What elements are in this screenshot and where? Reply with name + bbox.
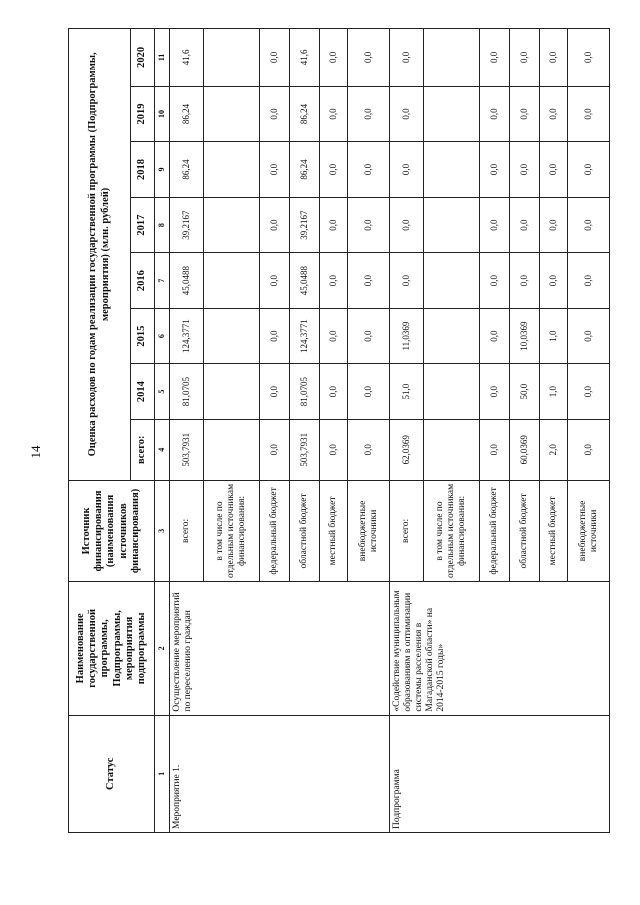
year-value-cell: 81,0705 [290,364,320,420]
year-value-cell: 39,2167 [170,197,204,253]
year-value-cell: 124,3771 [290,308,320,364]
year-value-cell: 1,0 [540,364,568,420]
funding-source-cell: всего: [390,480,424,581]
year-value-cell: 0,0 [260,86,290,142]
header-source: Источник финансирования (наименования источников финансирования) [69,480,155,581]
header-year: 2020 [131,29,155,87]
year-value-cell: 0,0 [510,197,540,253]
year-value-cell: 0,0 [390,253,424,309]
funding-source-cell: в том числе по отдельным источникам финансирования: [424,480,480,581]
year-value-cell: 0,0 [390,197,424,253]
year-value-cell: 0,0 [320,197,348,253]
column-number: 4 [155,419,170,480]
year-value-cell: 86,24 [170,86,204,142]
column-number: 8 [155,197,170,253]
header-year: 2019 [131,86,155,142]
year-value-cell: 0,0 [260,308,290,364]
column-number: 5 [155,364,170,420]
year-value-cell: 0,0 [480,29,510,87]
table-body [170,29,610,833]
year-value-cell: 0,0 [510,253,540,309]
header-year: 2015 [131,308,155,364]
year-value-cell: 86,24 [170,142,204,198]
total-value-cell: 2,0 [540,419,568,480]
year-value-cell: 0,0 [348,364,390,420]
header-estimate: Оценка расходов по годам реализации государственной программы (Подпрограммы, мероприятия) (млн. рублей) [69,29,131,481]
header-year: 2017 [131,197,155,253]
year-value-cell [424,86,480,142]
funding-source-cell: областной бюджет [510,480,540,581]
total-value-cell: 0,0 [260,419,290,480]
funding-source-cell: областной бюджет [290,480,320,581]
year-value-cell: 39,2167 [290,197,320,253]
header-year: 2016 [131,253,155,309]
total-value-cell [204,419,260,480]
year-value-cell: 0,0 [320,86,348,142]
table-row [390,29,424,833]
total-value-cell: 0,0 [480,419,510,480]
year-value-cell [204,308,260,364]
year-value-cell [424,29,480,87]
year-value-cell: 0,0 [480,197,510,253]
column-number: 6 [155,308,170,364]
year-value-cell: 124,3771 [170,308,204,364]
year-value-cell: 0,0 [510,142,540,198]
year-value-cell: 0,0 [348,308,390,364]
total-value-cell: 503,7931 [290,419,320,480]
year-value-cell: 0,0 [568,308,610,364]
header-name: Наименование государственной программы, Подпрограммы, мероприятия подпрограммы [69,582,155,715]
total-value-cell: 60,0369 [510,419,540,480]
year-value-cell: 0,0 [260,142,290,198]
year-value-cell: 0,0 [348,253,390,309]
total-value-cell [424,419,480,480]
year-value-cell [204,142,260,198]
year-value-cell [424,197,480,253]
year-value-cell [424,364,480,420]
year-value-cell: 10,0369 [510,308,540,364]
total-value-cell: 62,0369 [390,419,424,480]
year-value-cell: 50,0 [510,364,540,420]
year-value-cell: 0,0 [540,86,568,142]
year-value-cell: 41,6 [290,29,320,87]
column-number: 10 [155,86,170,142]
funding-source-cell: в том числе по отдельным источникам финансирования: [204,480,260,581]
year-value-cell: 0,0 [260,197,290,253]
column-number: 7 [155,253,170,309]
year-value-cell [204,253,260,309]
year-value-cell: 0,0 [540,197,568,253]
year-value-cell: 51,0 [390,364,424,420]
year-value-cell: 0,0 [480,364,510,420]
year-value-cell: 0,0 [480,86,510,142]
rotated-table-sheet [68,28,599,833]
funding-source-cell: внебюджетные источники [348,480,390,581]
year-value-cell: 0,0 [260,253,290,309]
year-value-cell: 0,0 [480,308,510,364]
year-value-cell: 0,0 [320,142,348,198]
column-number: 3 [155,480,170,581]
year-value-cell [424,308,480,364]
year-value-cell: 0,0 [390,142,424,198]
year-value-cell: 0,0 [540,253,568,309]
year-value-cell: 0,0 [510,29,540,87]
status-cell: Мероприятие 1. [170,715,390,832]
year-value-cell: 0,0 [568,86,610,142]
year-value-cell: 11,0369 [390,308,424,364]
year-value-cell: 1,0 [540,308,568,364]
page-number: 14 [28,445,43,459]
year-value-cell: 0,0 [480,253,510,309]
header-total: всего: [131,419,155,480]
year-value-cell: 0,0 [540,142,568,198]
year-value-cell [204,29,260,87]
header-year: 2018 [131,142,155,198]
funding-source-cell: всего: [170,480,204,581]
program-name-cell: «Содействие муниципальным образованиям в оптимизации системы расселения в Магаданской области» на 2014-2015 годы» [390,582,610,715]
funding-source-cell: местный бюджет [320,480,348,581]
year-value-cell: 0,0 [480,142,510,198]
column-number: 2 [155,582,170,715]
header-year: 2014 [131,364,155,420]
year-value-cell: 0,0 [540,29,568,87]
year-value-cell [204,197,260,253]
column-number: 1 [155,715,170,832]
year-value-cell: 86,24 [290,142,320,198]
funding-source-cell: федеральный бюджет [480,480,510,581]
total-value-cell: 0,0 [568,419,610,480]
year-value-cell [424,142,480,198]
year-value-cell: 81,0705 [170,364,204,420]
total-value-cell: 0,0 [320,419,348,480]
year-value-cell: 0,0 [568,29,610,87]
year-value-cell: 0,0 [390,29,424,87]
column-number: 9 [155,142,170,198]
status-cell: Подпрограмма [390,715,610,832]
year-value-cell: 0,0 [510,86,540,142]
column-number: 11 [155,29,170,87]
year-value-cell: 0,0 [348,142,390,198]
year-value-cell [204,86,260,142]
year-value-cell: 0,0 [348,29,390,87]
year-value-cell: 0,0 [568,364,610,420]
year-value-cell: 0,0 [320,308,348,364]
year-value-cell: 0,0 [568,142,610,198]
year-value-cell: 0,0 [320,29,348,87]
year-value-cell: 86,24 [290,86,320,142]
total-value-cell: 0,0 [348,419,390,480]
year-value-cell: 0,0 [260,29,290,87]
year-value-cell: 45,0488 [290,253,320,309]
year-value-cell: 41,6 [170,29,204,87]
funding-source-cell: федеральный бюджет [260,480,290,581]
column-number-row [155,29,170,833]
table-row [170,29,204,833]
total-value-cell: 503,7931 [170,419,204,480]
year-value-cell: 0,0 [568,197,610,253]
year-value-cell [424,253,480,309]
year-value-cell: 0,0 [320,364,348,420]
year-value-cell: 45,0488 [170,253,204,309]
year-value-cell: 0,0 [348,197,390,253]
year-value-cell: 0,0 [260,364,290,420]
year-value-cell: 0,0 [568,253,610,309]
program-name-cell: Осуществление мероприятий по переселению граждан [170,582,390,715]
financing-table [68,28,610,833]
year-value-cell: 0,0 [348,86,390,142]
header-status: Статус [69,715,155,832]
year-value-cell: 0,0 [320,253,348,309]
funding-source-cell: местный бюджет [540,480,568,581]
year-value-cell [204,364,260,420]
year-value-cell: 0,0 [390,86,424,142]
funding-source-cell: внебюджетные источники [568,480,610,581]
